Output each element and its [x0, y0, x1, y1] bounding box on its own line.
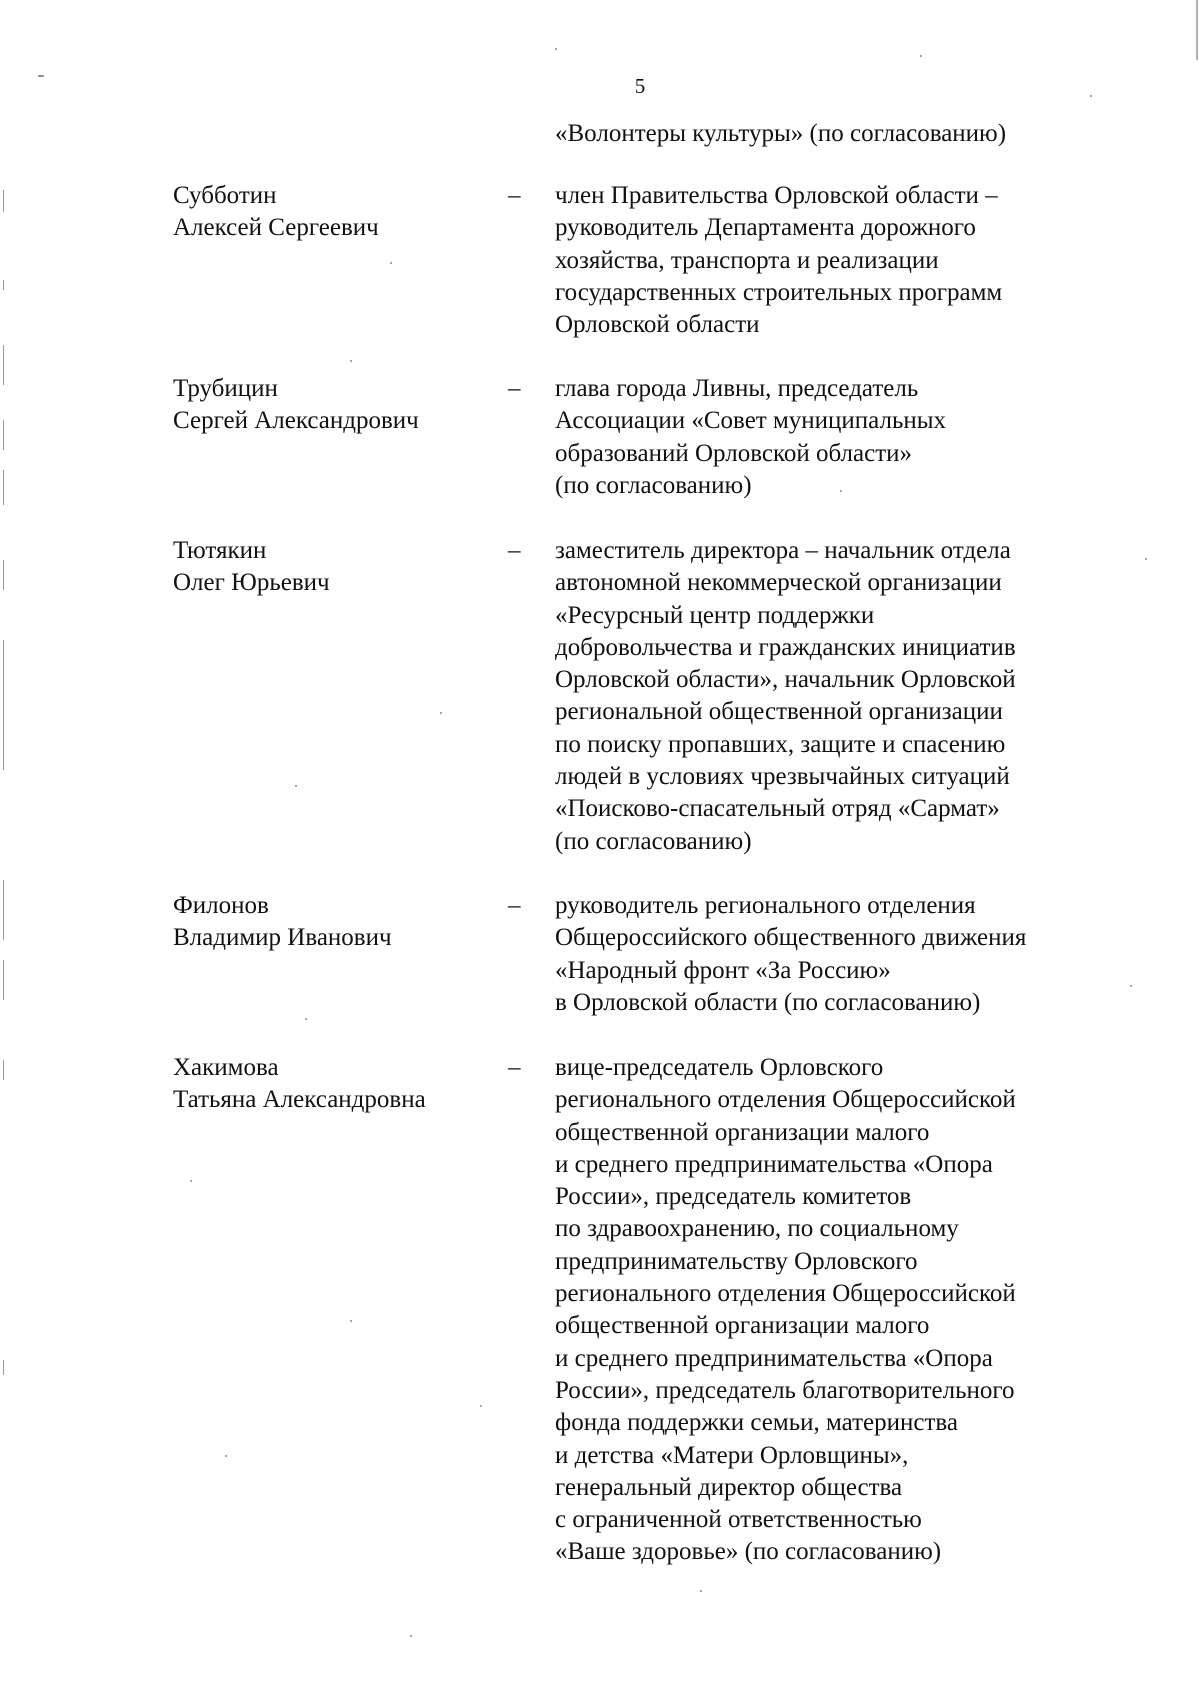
role-line: вице-председатель Орловского — [555, 1054, 884, 1081]
scan-speck — [38, 75, 44, 77]
role-line: с ограниченной ответственностью — [555, 1506, 922, 1534]
scan-speck — [1145, 558, 1147, 560]
member-role — [555, 1052, 1016, 1569]
separator-dash: – — [508, 892, 521, 919]
role-line: заместитель директора – начальник отдела — [555, 537, 1011, 564]
member-role — [555, 890, 1026, 1019]
scan-speck — [295, 785, 297, 787]
role-line: Орловской области — [555, 311, 760, 339]
role-line: регионального отделения Общероссийской — [555, 1086, 1016, 1114]
role-line: руководитель регионального отделения — [555, 892, 976, 919]
member-given-names: Татьяна Александровна — [173, 1086, 426, 1113]
role-line: государственных строительных программ — [555, 278, 1003, 306]
scan-left-edge-marks — [0, 0, 14, 1700]
member-surname: Хакимова — [173, 1054, 279, 1081]
role-line: автономной некоммерческой организации — [555, 569, 1002, 597]
role-line: Ассоциации «Совет муниципальных — [555, 407, 947, 435]
member-role — [555, 373, 946, 502]
member-given-names: Сергей Александрович — [173, 407, 419, 434]
scan-speck — [350, 1320, 352, 1322]
scan-speck — [440, 712, 442, 714]
separator-dash: – — [508, 375, 521, 402]
role-line: «Поисково-спасательный отряд «Сармат» — [555, 795, 1000, 823]
member-name — [173, 373, 419, 437]
member-given-names: Алексей Сергеевич — [173, 214, 379, 241]
member-name — [173, 890, 392, 954]
role-line: людей в условиях чрезвычайных ситуаций — [555, 763, 1010, 791]
role-line: образований Орловской области» — [555, 439, 913, 467]
role-line: (по согласованию) — [555, 827, 752, 855]
page-number: 5 — [634, 74, 646, 98]
scan-speck — [225, 1455, 227, 1457]
scan-speck — [700, 1590, 702, 1592]
role-line: России», председатель благотворительного — [555, 1376, 1015, 1404]
role-line: и среднего предпринимательства «Опора — [555, 1150, 993, 1178]
role-line: член Правительства Орловской области – — [555, 182, 998, 209]
role-line: и детства «Матери Орловщины», — [555, 1441, 909, 1469]
member-surname: Тютякин — [173, 537, 267, 564]
role-line: (по согласованию) — [555, 471, 752, 499]
separator-dash: – — [508, 537, 521, 564]
scan-speck — [1090, 95, 1092, 97]
role-line: России», председатель комитетов — [555, 1183, 912, 1211]
scan-speck — [1130, 985, 1132, 987]
role-line: «Народный фронт «За Россию» — [555, 956, 891, 984]
role-line: по поиску пропавших, защите и спасению — [555, 730, 1006, 758]
role-line: Орловской области», начальник Орловской — [555, 666, 1016, 694]
role-line: регионального отделения Общероссийской — [555, 1280, 1016, 1308]
role-line: в Орловской области (по согласованию) — [555, 988, 981, 1016]
scan-speck — [920, 55, 922, 57]
member-surname: Субботин — [173, 182, 277, 209]
scan-edge-mark — [1196, 0, 1198, 60]
member-given-names: Олег Юрьевич — [173, 569, 330, 596]
scan-speck — [190, 1180, 192, 1182]
scan-speck — [480, 1405, 482, 1407]
separator-dash: – — [508, 182, 521, 209]
role-line: общественной организации малого — [555, 1312, 930, 1340]
role-line: добровольчества и гражданских инициатив — [555, 633, 1016, 661]
scan-speck — [350, 360, 352, 362]
role-line: предпринимательству Орловского — [555, 1247, 918, 1275]
role-line: и среднего предпринимательства «Опора — [555, 1344, 993, 1372]
role-line: «Ресурсный центр поддержки — [555, 601, 875, 629]
scan-speck — [410, 1635, 412, 1637]
scan-speck — [555, 48, 557, 50]
scan-speck — [305, 1018, 307, 1020]
role-line: по здравоохранению, по социальному — [555, 1215, 959, 1243]
member-role — [555, 535, 1016, 858]
continuation-line: «Волонтеры культуры» (по согласованию) — [555, 120, 1007, 147]
role-line: общественной организации малого — [555, 1118, 930, 1146]
role-line: Общероссийского общественного движения — [555, 924, 1027, 952]
role-line: региональной общественной организации — [555, 698, 1003, 726]
role-line: «Ваше здоровье» (по согласованию) — [555, 1538, 942, 1566]
member-name — [173, 180, 379, 244]
role-line: генеральный директор общества — [555, 1473, 903, 1501]
role-line: руководитель Департамента дорожного — [555, 214, 976, 242]
member-name — [173, 535, 330, 599]
member-given-names: Владимир Иванович — [173, 924, 392, 951]
role-line: фонда поддержки семьи, материнства — [555, 1409, 958, 1437]
role-line: глава города Ливны, председатель — [555, 375, 919, 402]
member-surname: Трубицин — [173, 375, 278, 402]
member-role — [555, 180, 1002, 341]
scan-speck — [390, 262, 392, 264]
member-name — [173, 1052, 426, 1116]
separator-dash: – — [508, 1054, 521, 1081]
role-line: хозяйства, транспорта и реализации — [555, 246, 939, 274]
member-surname: Филонов — [173, 892, 269, 919]
